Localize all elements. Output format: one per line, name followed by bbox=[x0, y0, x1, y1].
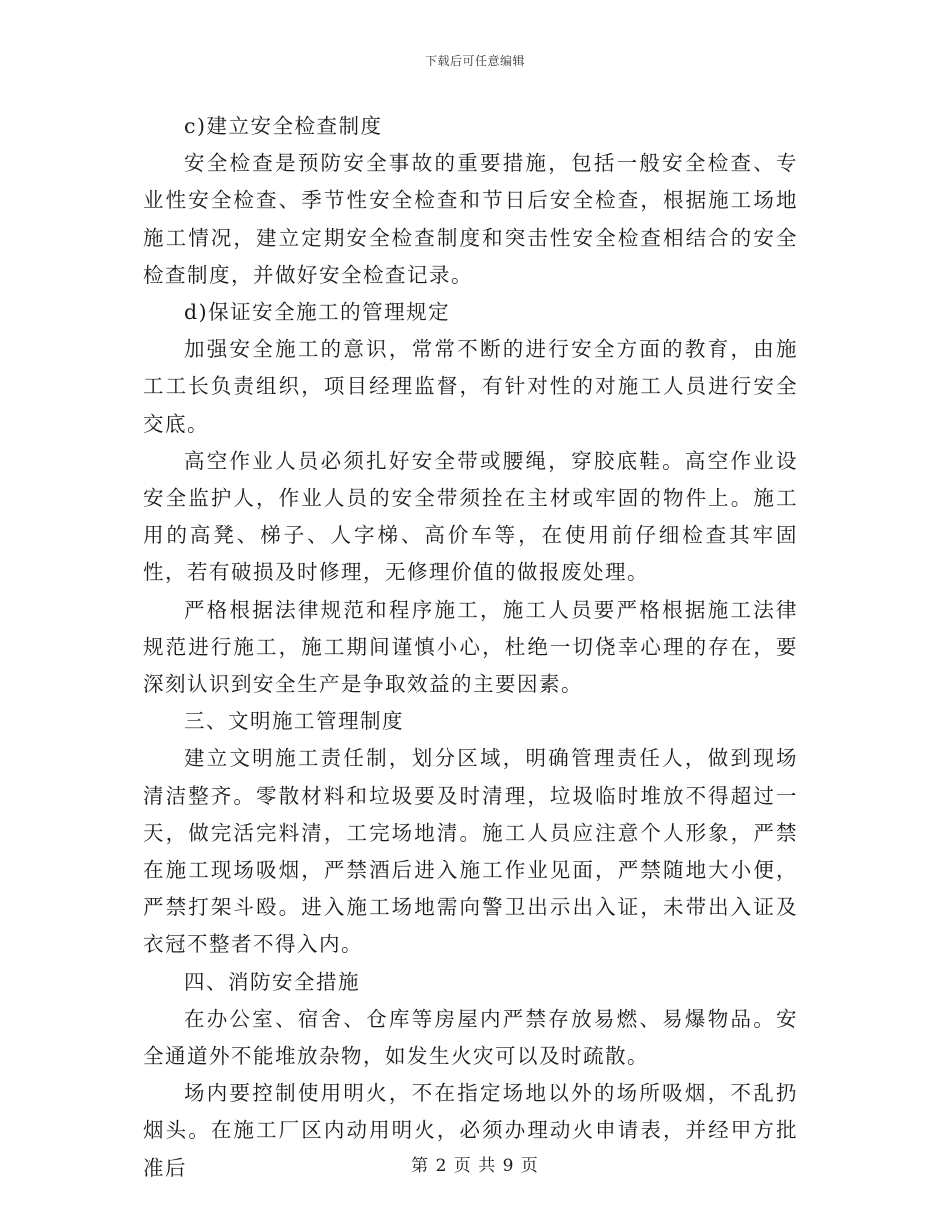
section-heading-d: d)保证安全施工的管理规定 bbox=[184, 300, 451, 325]
section-heading-fire-safety: 四、消防安全措施 bbox=[184, 969, 360, 994]
paragraph-civilized-construction: 建立文明施工责任制，划分区域，明确管理责任人，做到现场清洁整齐。零散材料和垃圾要及时清理，垃圾临时堆放不得超过一天，做完活完料清，工完场地清。施工人员应注意个人形象，严禁在施工现场吸烟，严禁酒后进入施工作业见面，严禁随地大小便，严禁打架斗殴。进入施工场地需向警卫出示出入证，未带出入证及衣冠不整者不得入内。 bbox=[143, 746, 798, 957]
paragraph-legal-compliance: 严格根据法律规范和程序施工，施工人员要严格根据施工法律规范进行施工，施工期间谨慎小心，杜绝一切侥幸心理的存在，要深刻认识到安全生产是争取效益的主要因素。 bbox=[143, 597, 798, 697]
paragraph-safety-inspection: 安全检查是预防安全事故的重要措施，包括一般安全检查、专业性安全检查、季节性安全检查和节日后安全检查，根据施工场地施工情况，建立定期安全检查制度和突击性安全检查相结合的安全检查制度，并做好安全检查记录。 bbox=[143, 151, 798, 287]
paragraph-high-altitude-work: 高空作业人员必须扎好安全带或腰绳，穿胶底鞋。高空作业设安全监护人，作业人员的安全带须拴在主材或牢固的物件上。施工用的高凳、梯子、人字梯、高价车等，在使用前仔细检查其牢固性，若有破损及时修理，无修理价值的做报废处理。 bbox=[143, 448, 798, 585]
section-heading-c: c)建立安全检查制度 bbox=[184, 114, 383, 138]
paragraph-safety-awareness: 加强安全施工的意识，常常不断的进行安全方面的教育，由施工工长负责组织，项目经理监督，有针对性的对施工人员进行安全交底。 bbox=[143, 337, 798, 436]
page-header: 下载后可任意编辑 bbox=[424, 54, 525, 68]
paragraph-open-flame-control: 场内要控制使用明火，不在指定场地以外的场所吸烟，不乱扔烟头。在施工厂区内动用明火，必须办理动火申请表，并经甲方批准后 bbox=[143, 1081, 798, 1180]
section-heading-civilized-construction: 三、文明施工管理制度 bbox=[184, 709, 404, 734]
page-number: 第 2 页 共 9 页 bbox=[411, 1156, 539, 1176]
document-body bbox=[143, 108, 798, 1187]
paragraph-fire-storage: 在办公室、宿舍、仓库等房屋内严禁存放易燃、易爆物品。安全通道外不能堆放杂物，如发生火灾可以及时疏散。 bbox=[143, 1006, 798, 1069]
